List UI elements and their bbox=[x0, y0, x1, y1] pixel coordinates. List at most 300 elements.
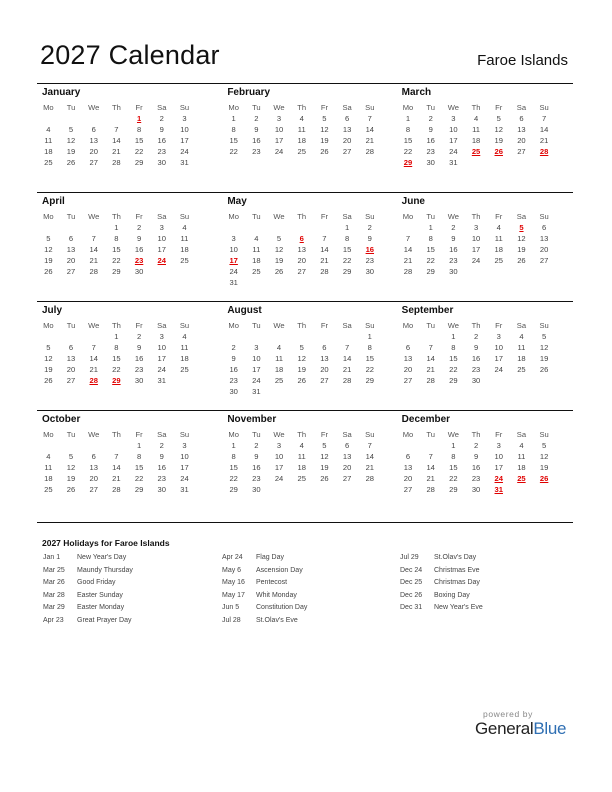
empty-cell bbox=[397, 222, 420, 233]
week-row bbox=[397, 233, 556, 244]
day-cell: 19 bbox=[320, 136, 329, 145]
day-cell: 10 bbox=[157, 234, 166, 243]
week-row bbox=[37, 124, 196, 135]
day-cell: 28 bbox=[426, 485, 435, 494]
holiday-day-cell: 1 bbox=[136, 114, 142, 123]
day-cell: 7 bbox=[91, 343, 96, 352]
weekday-label: Fr bbox=[320, 103, 328, 112]
weekday-label: We bbox=[88, 430, 100, 439]
weekday-label: Sa bbox=[157, 430, 167, 439]
empty-cell bbox=[290, 222, 313, 233]
empty-cell bbox=[336, 484, 359, 495]
day-cell: 30 bbox=[471, 376, 481, 385]
empty-cell bbox=[173, 266, 196, 277]
week-row bbox=[222, 277, 381, 288]
empty-cell bbox=[105, 113, 128, 124]
weekday-label: Sa bbox=[342, 430, 352, 439]
week-row bbox=[397, 146, 556, 157]
day-cell: 8 bbox=[428, 234, 433, 243]
day-cell: 15 bbox=[342, 245, 352, 254]
quarter-row bbox=[37, 410, 573, 514]
day-cell: 1 bbox=[451, 441, 456, 450]
day-cell: 20 bbox=[297, 256, 306, 265]
month-calendar bbox=[37, 102, 196, 168]
weekday-label: Tu bbox=[66, 430, 76, 439]
holiday-item bbox=[43, 615, 133, 628]
day-cell: 3 bbox=[496, 441, 501, 450]
day-cell: 19 bbox=[66, 147, 76, 156]
day-cell: 22 bbox=[134, 147, 144, 156]
holiday-name: Easter Sunday bbox=[77, 591, 123, 599]
day-cell: 19 bbox=[66, 474, 76, 483]
holiday-date: Jul 29 bbox=[400, 554, 419, 561]
holiday-item bbox=[43, 565, 133, 578]
day-cell: 3 bbox=[496, 332, 501, 341]
weekday-label: We bbox=[88, 212, 100, 221]
day-cell: 14 bbox=[112, 136, 121, 145]
holiday-day-cell: 28 bbox=[89, 376, 98, 385]
day-cell: 22 bbox=[112, 365, 121, 374]
day-cell: 30 bbox=[252, 485, 261, 494]
weekday-label: Th bbox=[471, 430, 481, 439]
weekday-label: Fr bbox=[320, 430, 328, 439]
holiday-date: Dec 26 bbox=[400, 591, 423, 599]
weekday-header bbox=[397, 320, 556, 331]
holiday-day-cell: 24 bbox=[494, 474, 503, 483]
empty-cell bbox=[419, 440, 442, 451]
day-cell: 18 bbox=[180, 245, 189, 254]
day-cell: 5 bbox=[299, 343, 304, 352]
day-cell: 23 bbox=[252, 147, 261, 156]
day-cell: 13 bbox=[89, 136, 98, 145]
day-cell: 2 bbox=[428, 114, 433, 123]
quarter-row bbox=[37, 301, 573, 410]
empty-cell bbox=[37, 331, 60, 342]
weekday-label: Su bbox=[365, 321, 375, 330]
day-cell: 13 bbox=[517, 125, 526, 134]
holiday-day-cell: 25 bbox=[517, 474, 526, 483]
week-row bbox=[37, 375, 196, 386]
day-cell: 12 bbox=[44, 354, 53, 363]
month-name: June bbox=[401, 196, 425, 207]
day-cell: 28 bbox=[320, 267, 329, 276]
day-cell: 14 bbox=[426, 354, 435, 363]
month-calendar bbox=[37, 211, 196, 277]
week-row bbox=[397, 266, 556, 277]
day-cell: 29 bbox=[365, 376, 375, 385]
day-cell: 31 bbox=[180, 158, 189, 167]
empty-cell bbox=[510, 375, 533, 386]
day-cell: 4 bbox=[299, 114, 304, 123]
day-cell: 5 bbox=[68, 452, 74, 461]
day-cell: 4 bbox=[519, 332, 524, 341]
empty-cell bbox=[82, 440, 105, 451]
holiday-date: May 16 bbox=[222, 579, 245, 587]
day-cell: 7 bbox=[322, 234, 327, 243]
day-cell: 29 bbox=[426, 267, 435, 276]
day-cell: 11 bbox=[44, 463, 53, 472]
empty-cell bbox=[82, 113, 105, 124]
day-cell: 27 bbox=[89, 158, 98, 167]
empty-cell bbox=[358, 277, 381, 288]
day-cell: 14 bbox=[403, 245, 413, 254]
day-cell: 26 bbox=[517, 256, 526, 265]
day-cell: 1 bbox=[231, 441, 236, 450]
day-cell: 10 bbox=[229, 245, 238, 254]
day-cell: 1 bbox=[451, 332, 456, 341]
day-cell: 8 bbox=[367, 343, 372, 352]
day-cell: 23 bbox=[471, 365, 481, 374]
day-cell: 29 bbox=[342, 267, 352, 276]
day-cell: 9 bbox=[428, 125, 433, 134]
day-cell: 15 bbox=[426, 245, 435, 254]
day-cell: 20 bbox=[403, 474, 413, 483]
empty-cell bbox=[313, 484, 336, 495]
day-cell: 20 bbox=[342, 463, 352, 472]
day-cell: 7 bbox=[428, 343, 433, 352]
day-cell: 8 bbox=[451, 343, 456, 352]
empty-cell bbox=[82, 331, 105, 342]
day-cell: 11 bbox=[472, 125, 480, 134]
month-name: July bbox=[42, 305, 63, 316]
weekday-header bbox=[397, 429, 556, 440]
holiday-name: St.Olav's Day bbox=[434, 554, 477, 561]
day-cell: 1 bbox=[428, 223, 433, 232]
day-cell: 21 bbox=[365, 463, 375, 472]
day-cell: 22 bbox=[365, 365, 375, 374]
week-row bbox=[397, 113, 556, 124]
day-cell: 11 bbox=[252, 245, 261, 254]
day-cell: 22 bbox=[112, 256, 121, 265]
month-calendar bbox=[397, 211, 556, 277]
holiday-item bbox=[43, 577, 133, 590]
empty-cell bbox=[336, 386, 359, 397]
empty-cell bbox=[510, 157, 533, 168]
week-row bbox=[222, 233, 381, 244]
day-cell: 8 bbox=[231, 125, 236, 134]
weekday-label: Mo bbox=[228, 321, 239, 330]
holiday-date: Mar 26 bbox=[43, 579, 65, 587]
week-row bbox=[222, 255, 381, 266]
day-cell: 25 bbox=[297, 147, 306, 156]
day-cell: 11 bbox=[180, 234, 189, 243]
empty-cell bbox=[290, 484, 313, 495]
day-cell: 9 bbox=[473, 452, 479, 461]
week-row bbox=[397, 222, 556, 233]
day-cell: 26 bbox=[274, 267, 284, 276]
day-cell: 4 bbox=[254, 234, 259, 243]
day-cell: 21 bbox=[403, 256, 413, 265]
day-cell: 4 bbox=[473, 114, 479, 123]
holiday-name: Christmas Eve bbox=[434, 566, 480, 574]
day-cell: 25 bbox=[180, 256, 189, 265]
day-cell: 6 bbox=[68, 234, 74, 243]
day-cell: 16 bbox=[449, 245, 458, 254]
day-cell: 6 bbox=[405, 452, 411, 461]
weekday-label: Su bbox=[365, 430, 375, 439]
day-cell: 27 bbox=[66, 267, 76, 276]
weekday-label: Mo bbox=[228, 430, 239, 439]
holiday-name: Easter Monday bbox=[77, 604, 125, 612]
day-cell: 15 bbox=[112, 245, 121, 254]
empty-cell bbox=[37, 440, 60, 451]
holiday-date: Dec 25 bbox=[400, 579, 423, 587]
weekday-label: Th bbox=[471, 212, 481, 221]
day-cell: 2 bbox=[473, 441, 479, 450]
week-row bbox=[222, 353, 381, 364]
weekday-header bbox=[37, 211, 196, 222]
week-row bbox=[222, 484, 381, 495]
weekday-label: Fr bbox=[495, 430, 503, 439]
holiday-day-cell: 17 bbox=[229, 256, 238, 265]
day-cell: 2 bbox=[254, 114, 259, 123]
day-cell: 18 bbox=[517, 354, 526, 363]
holiday-date: Jul 28 bbox=[222, 616, 241, 624]
week-row bbox=[397, 484, 556, 495]
day-cell: 20 bbox=[66, 365, 76, 374]
day-cell: 20 bbox=[342, 136, 352, 145]
day-cell: 21 bbox=[89, 365, 98, 374]
day-cell: 13 bbox=[89, 463, 98, 472]
month-block bbox=[397, 84, 573, 192]
week-row bbox=[37, 331, 196, 342]
week-row bbox=[397, 440, 556, 451]
holiday-name: New Year's Day bbox=[77, 554, 127, 561]
day-cell: 2 bbox=[136, 223, 142, 232]
day-cell: 25 bbox=[252, 267, 261, 276]
day-cell: 12 bbox=[494, 125, 503, 134]
week-row bbox=[397, 364, 556, 375]
day-cell: 10 bbox=[157, 343, 166, 352]
week-row bbox=[222, 375, 381, 386]
holiday-name: New Year's Eve bbox=[434, 604, 483, 612]
day-cell: 24 bbox=[274, 147, 284, 156]
day-cell: 29 bbox=[112, 267, 121, 276]
day-cell: 21 bbox=[342, 365, 352, 374]
week-row bbox=[37, 135, 196, 146]
day-cell: 10 bbox=[274, 452, 284, 461]
day-cell: 7 bbox=[405, 234, 411, 243]
holiday-item bbox=[43, 602, 133, 615]
empty-cell bbox=[268, 386, 291, 397]
weekday-label: Mo bbox=[402, 212, 414, 221]
weekday-header bbox=[222, 429, 381, 440]
holiday-name: Good Friday bbox=[77, 579, 116, 587]
day-cell: 17 bbox=[494, 354, 503, 363]
day-cell: 12 bbox=[274, 245, 284, 254]
empty-cell bbox=[397, 440, 420, 451]
day-cell: 21 bbox=[426, 365, 435, 374]
empty-cell bbox=[533, 484, 556, 495]
empty-cell bbox=[290, 386, 313, 397]
day-cell: 16 bbox=[252, 136, 261, 145]
day-cell: 9 bbox=[367, 234, 372, 243]
day-cell: 9 bbox=[159, 125, 164, 134]
day-cell: 10 bbox=[494, 343, 503, 352]
day-cell: 15 bbox=[229, 463, 238, 472]
holiday-name: Ascension Day bbox=[256, 566, 303, 574]
day-cell: 18 bbox=[471, 136, 481, 145]
day-cell: 5 bbox=[46, 343, 51, 352]
month-name: April bbox=[42, 196, 65, 207]
day-cell: 13 bbox=[403, 354, 413, 363]
holiday-date: Jun 5 bbox=[222, 604, 240, 612]
empty-cell bbox=[465, 266, 488, 277]
day-cell: 13 bbox=[66, 354, 76, 363]
day-cell: 11 bbox=[44, 136, 53, 145]
day-cell: 14 bbox=[426, 463, 435, 472]
day-cell: 17 bbox=[274, 136, 284, 145]
quarter-row bbox=[37, 83, 573, 192]
day-cell: 26 bbox=[44, 376, 53, 385]
day-cell: 26 bbox=[320, 147, 329, 156]
empty-cell bbox=[487, 266, 510, 277]
day-cell: 4 bbox=[182, 223, 187, 232]
generalblue-logo[interactable] bbox=[475, 719, 566, 739]
day-cell: 5 bbox=[542, 332, 547, 341]
day-cell: 29 bbox=[134, 158, 144, 167]
country-name: Faroe Islands bbox=[477, 52, 568, 69]
day-cell: 18 bbox=[517, 463, 526, 472]
day-cell: 27 bbox=[342, 147, 352, 156]
day-cell: 23 bbox=[134, 365, 144, 374]
week-row bbox=[222, 266, 381, 277]
holiday-name: Maundy Thursday bbox=[77, 566, 133, 574]
empty-cell bbox=[533, 157, 556, 168]
empty-cell bbox=[465, 157, 488, 168]
weekday-label: Fr bbox=[495, 103, 503, 112]
week-row bbox=[37, 222, 196, 233]
day-cell: 19 bbox=[44, 365, 53, 374]
day-cell: 19 bbox=[44, 256, 53, 265]
week-row bbox=[397, 451, 556, 462]
empty-cell bbox=[60, 113, 83, 124]
day-cell: 3 bbox=[254, 343, 259, 352]
holiday-day-cell: 31 bbox=[494, 485, 503, 494]
day-cell: 15 bbox=[112, 354, 121, 363]
empty-cell bbox=[82, 222, 105, 233]
weekday-label: Mo bbox=[402, 103, 414, 112]
day-cell: 30 bbox=[449, 267, 458, 276]
day-cell: 25 bbox=[517, 365, 526, 374]
day-cell: 17 bbox=[157, 354, 166, 363]
month-name: January bbox=[42, 87, 81, 98]
weekday-label: Th bbox=[471, 103, 481, 112]
weekday-label: We bbox=[273, 430, 285, 439]
week-row bbox=[222, 146, 381, 157]
day-cell: 3 bbox=[276, 114, 282, 123]
holiday-column bbox=[222, 552, 307, 628]
weekday-label: Su bbox=[179, 103, 190, 112]
month-calendar bbox=[222, 320, 381, 397]
day-cell: 18 bbox=[252, 256, 261, 265]
weekday-header bbox=[37, 429, 196, 440]
day-cell: 7 bbox=[344, 343, 350, 352]
empty-cell bbox=[487, 157, 510, 168]
day-cell: 3 bbox=[159, 223, 164, 232]
day-cell: 1 bbox=[114, 332, 119, 341]
day-cell: 9 bbox=[159, 452, 164, 461]
weekday-label: Fr bbox=[495, 321, 503, 330]
day-cell: 16 bbox=[471, 354, 481, 363]
day-cell: 27 bbox=[539, 256, 549, 265]
day-cell: 26 bbox=[44, 267, 53, 276]
week-row bbox=[37, 451, 196, 462]
day-cell: 8 bbox=[451, 452, 456, 461]
month-block bbox=[222, 302, 398, 410]
holiday-column bbox=[400, 552, 483, 615]
day-cell: 19 bbox=[494, 136, 503, 145]
weekday-label: Su bbox=[179, 321, 190, 330]
quarter-row bbox=[37, 192, 573, 301]
page-title: 2027 Calendar bbox=[40, 40, 220, 70]
day-cell: 21 bbox=[426, 474, 435, 483]
day-cell: 9 bbox=[451, 234, 456, 243]
day-cell: 13 bbox=[403, 463, 413, 472]
day-cell: 3 bbox=[182, 441, 187, 450]
day-cell: 20 bbox=[89, 474, 98, 483]
day-cell: 2 bbox=[159, 114, 164, 123]
day-cell: 28 bbox=[365, 147, 375, 156]
day-cell: 28 bbox=[112, 485, 121, 494]
day-cell: 24 bbox=[157, 365, 166, 374]
day-cell: 5 bbox=[276, 234, 282, 243]
empty-cell bbox=[268, 484, 291, 495]
day-cell: 30 bbox=[426, 158, 435, 167]
day-cell: 3 bbox=[276, 441, 282, 450]
holiday-day-cell: 16 bbox=[365, 245, 375, 254]
weekday-label: Sa bbox=[157, 212, 167, 221]
weekday-label: Mo bbox=[402, 321, 414, 330]
weekday-label: Tu bbox=[426, 212, 435, 221]
holiday-name: Pentecost bbox=[256, 579, 288, 587]
day-cell: 24 bbox=[274, 474, 284, 483]
empty-cell bbox=[150, 266, 173, 277]
day-cell: 18 bbox=[44, 474, 53, 483]
weekday-label: Tu bbox=[252, 103, 261, 112]
weekday-label: Sa bbox=[516, 103, 527, 112]
day-cell: 22 bbox=[403, 147, 413, 156]
day-cell: 9 bbox=[136, 343, 142, 352]
month-calendar bbox=[222, 211, 381, 288]
day-cell: 17 bbox=[252, 365, 261, 374]
day-cell: 5 bbox=[322, 441, 327, 450]
weekday-label: Th bbox=[297, 321, 307, 330]
brand-general: General bbox=[475, 719, 534, 738]
weekday-label: Fr bbox=[135, 212, 143, 221]
day-cell: 5 bbox=[496, 114, 501, 123]
day-cell: 28 bbox=[365, 474, 375, 483]
empty-cell bbox=[37, 222, 60, 233]
day-cell: 1 bbox=[231, 114, 236, 123]
week-row bbox=[222, 462, 381, 473]
day-cell: 15 bbox=[134, 463, 144, 472]
day-cell: 12 bbox=[539, 343, 549, 352]
empty-cell bbox=[313, 277, 336, 288]
holiday-day-cell: 5 bbox=[519, 223, 524, 232]
weekday-label: Su bbox=[365, 212, 375, 221]
month-name: August bbox=[227, 305, 262, 316]
week-row bbox=[222, 386, 381, 397]
day-cell: 10 bbox=[180, 125, 189, 134]
empty-cell bbox=[419, 331, 442, 342]
month-block bbox=[397, 302, 573, 410]
day-cell: 11 bbox=[297, 452, 306, 461]
empty-cell bbox=[245, 331, 268, 342]
day-cell: 7 bbox=[114, 452, 119, 461]
day-cell: 29 bbox=[134, 485, 144, 494]
day-cell: 25 bbox=[44, 485, 53, 494]
